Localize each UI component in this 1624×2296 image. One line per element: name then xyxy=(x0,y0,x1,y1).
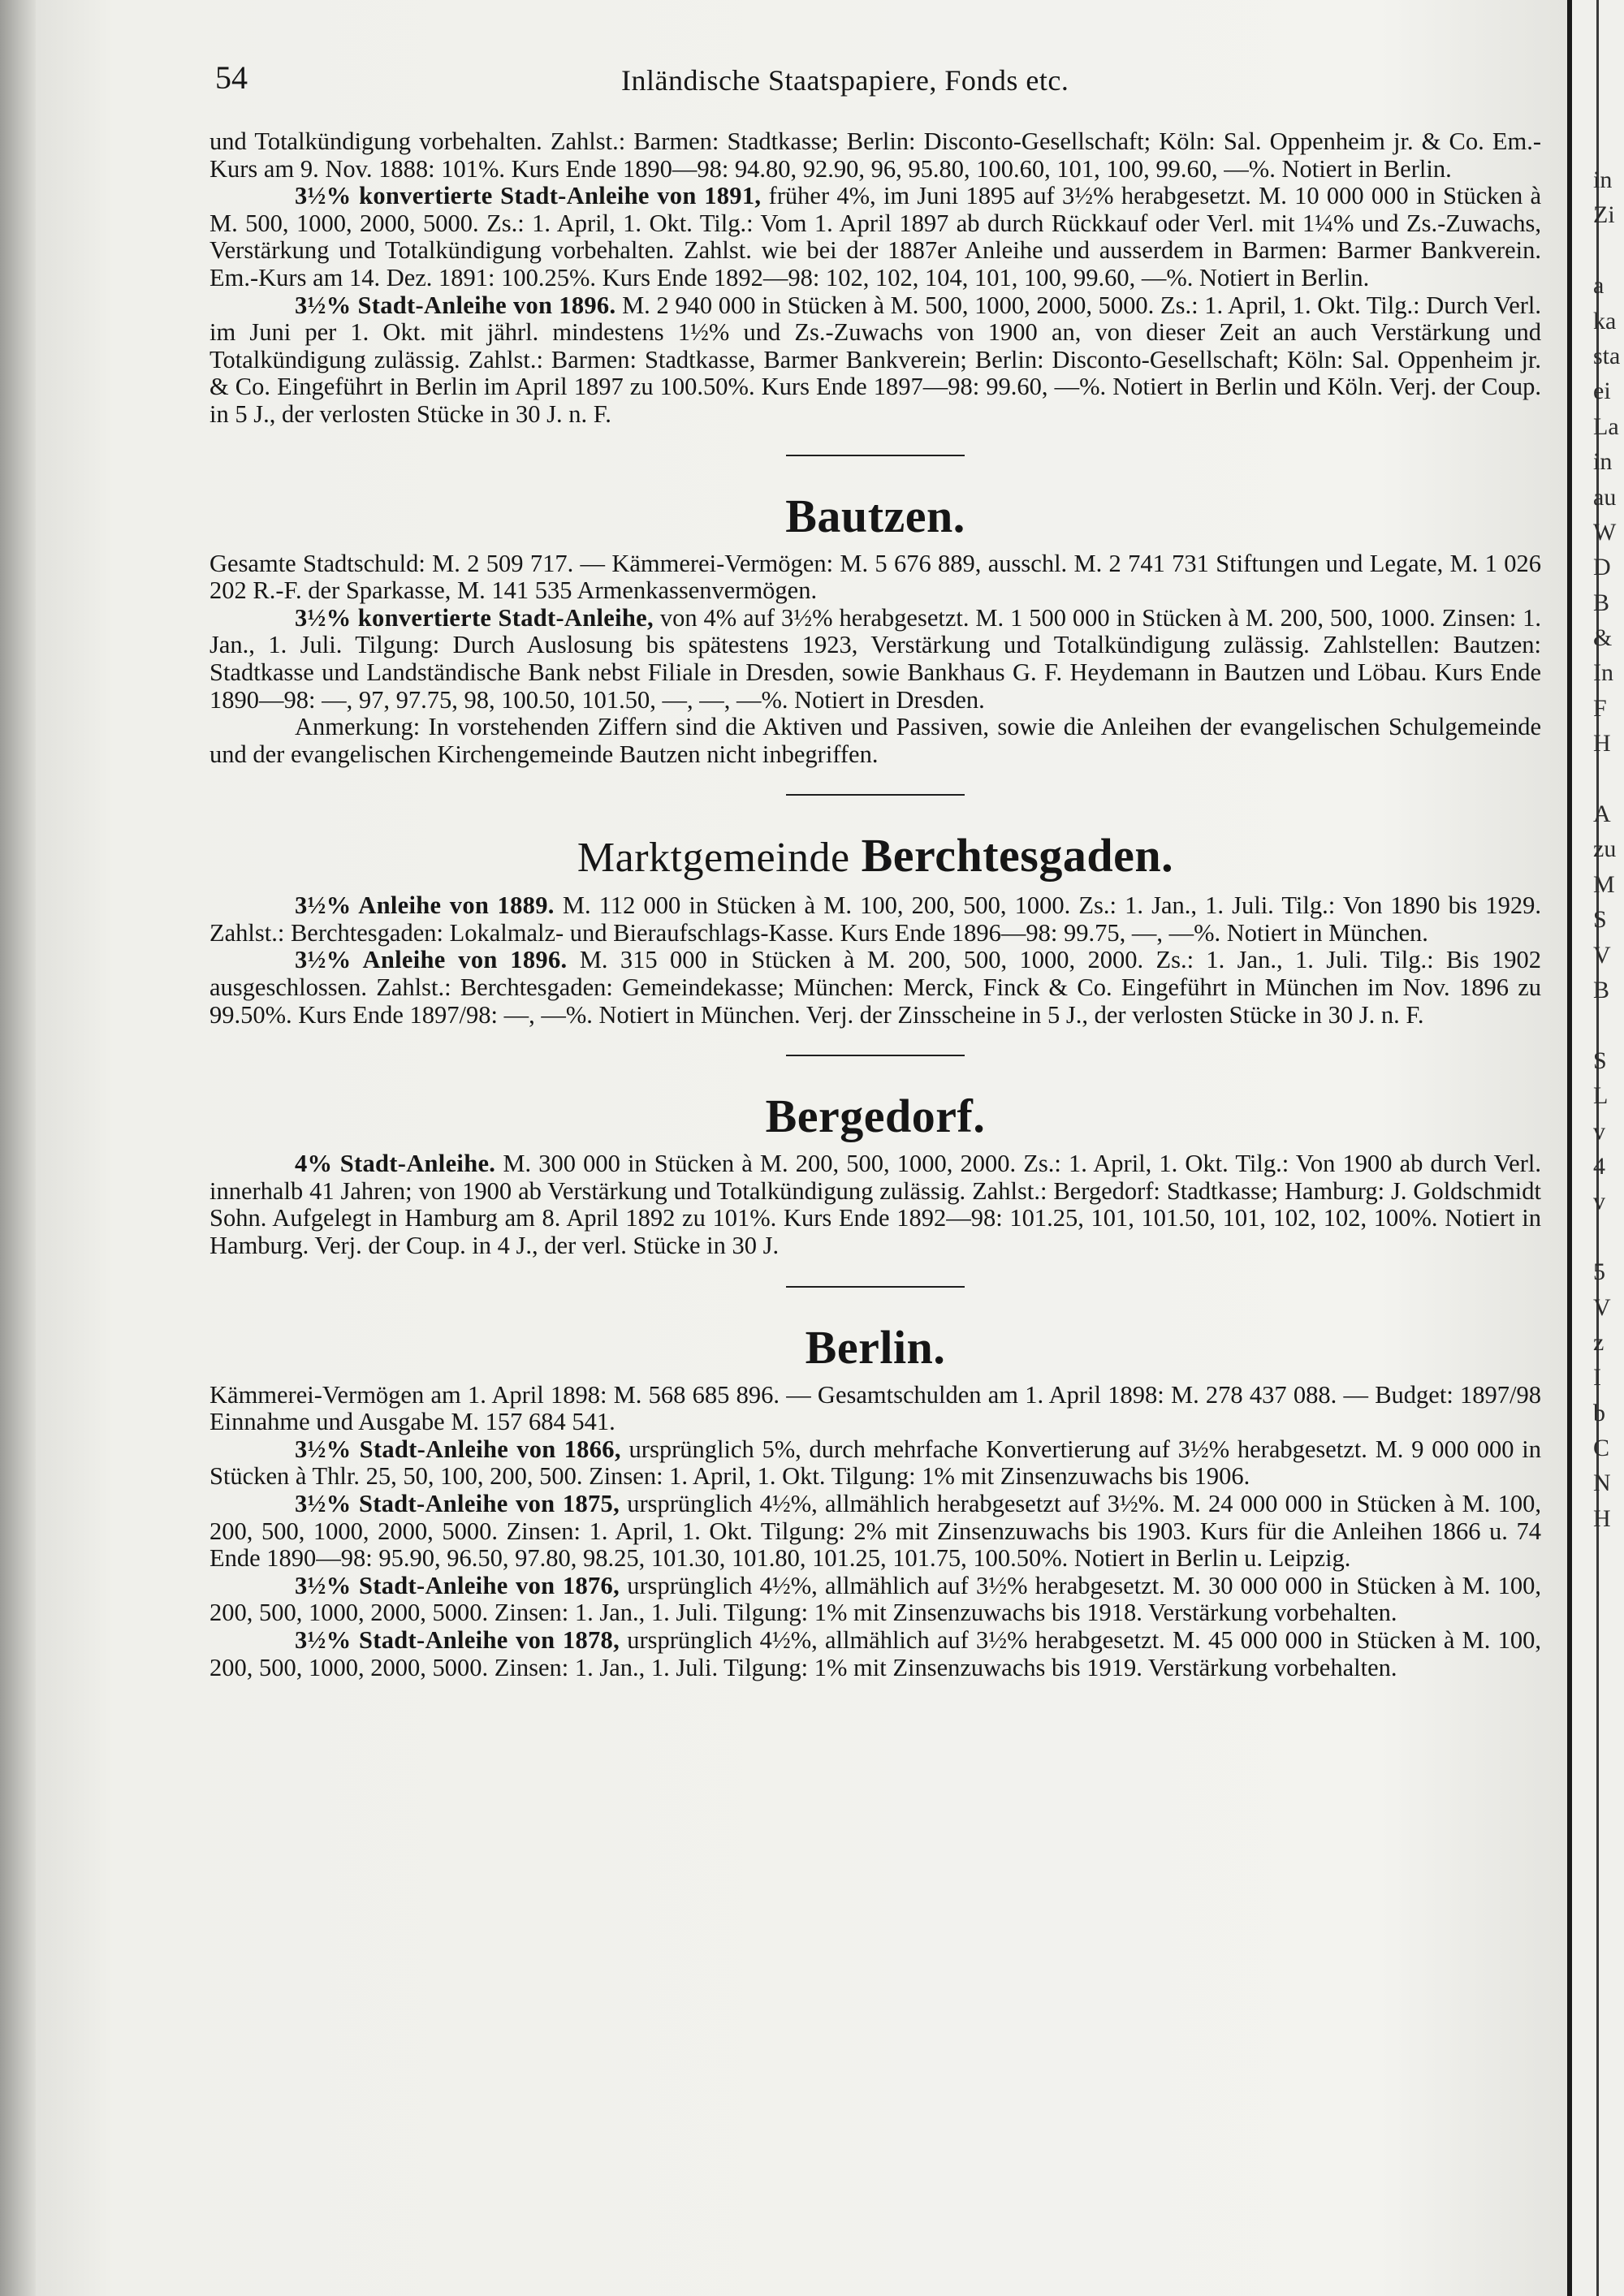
section-divider xyxy=(786,1286,965,1288)
section-bautzen xyxy=(209,489,1541,769)
section-berchtesgaden xyxy=(209,831,1541,1029)
paragraph xyxy=(209,1491,1541,1573)
paragraph xyxy=(209,605,1541,714)
adjacent-page-fragment: W xyxy=(1593,518,1617,546)
adjacent-page-fragment: N xyxy=(1593,1470,1611,1497)
section-divider xyxy=(786,794,965,796)
paragraph xyxy=(209,292,1541,429)
section-divider xyxy=(786,1055,965,1056)
running-title: Inländische Staatspapiere, Fonds etc. xyxy=(621,64,1069,97)
adjacent-page-fragment: ka xyxy=(1593,307,1617,334)
adjacent-page-fragment: in xyxy=(1593,166,1613,193)
adjacent-page-fragment: V xyxy=(1593,941,1611,969)
city-heading-name: Berchtesgaden. xyxy=(861,829,1174,883)
bond-title: 3½% konvertierte Stadt-Anleihe von 1891, xyxy=(295,182,762,210)
adjacent-page-fragment: D xyxy=(1593,554,1611,581)
bond-title: 3½% Anleihe von 1896. xyxy=(295,946,568,974)
section-berlin xyxy=(209,1320,1542,1682)
paragraph: und Totalkündigung vorbehalten. Zahlst.: Barmen: Stadtkasse; Berlin: Disconto-Gesellschaft; Köln: Sal. Oppenheim jr. & Co. Em.-Kurs am 9. Nov. 1888: 101%. Kurs Ende 1890—98: 94.80, 92.90, 96, 95.80, 100.60, 101, 100, 99.60, —%. Notiert in Berlin. xyxy=(209,127,1541,183)
bond-text: von 4% auf 3½% herabgesetzt. M. 1 500 000 in Stücken à M. 200, 500, 1000. Zinsen: 1. Jan., 1. Juli. Tilgung: Durch Auslosung bis spätestens 1923, Verstärkung und Totalkündigung zulässig. Zahlstellen: Bautzen: Stadtkasse und Landständische Bank nebst Filiale in Dresden, sowie Bankhaus G. F. Heydemann in Bautzen und Löbau. Kurs Ende 1890—98: —, 97, 97.75, 98, 100.50, 101.50, —, —, —%. Notiert in Dresden. xyxy=(209,603,1541,714)
page-number: 54 xyxy=(215,59,248,96)
adjacent-page-fragment: a xyxy=(1593,272,1605,300)
bond-title: 4% Stadt-Anleihe. xyxy=(295,1150,496,1178)
bond-text: früher 4%, im Juni 1895 auf 3½% herabgesetzt. M. 10 000 000 in Stücken à M. 500, 1000, 2000, 5000. Zs.: 1. April, 1. Okt. Tilg.: Vom 1. April 1897 ab durch Rückkauf oder Verl. mit 1¼% und Zs.-Zuwachs, Verstärkung und Totalkündigung vorbehalten. Zahlst. wie bei der 1887er Anleihe und ausserdem in Barmen: Barmer Bankverein. Em.-Kurs am 14. Dez. 1891: 100.25%. Kurs Ende 1892—98: 102, 102, 104, 101, 100, 99.60, —%. Notiert in Berlin. xyxy=(209,182,1542,291)
adjacent-page-fragment: L xyxy=(1593,1082,1609,1110)
page-body xyxy=(209,128,1541,1681)
bond-text: ursprünglich 5%, durch mehrfache Konvertierung auf 3½% herabgesetzt. M. 9 000 000 in Stücken à Thlr. 25, 50, 100, 200, 500. Zinsen: 1. April, 1. Okt. Tilgung: 1% mit Zinsenzuwachs bis 1906. xyxy=(209,1435,1542,1491)
adjacent-page-fragment: v xyxy=(1593,1117,1605,1145)
paragraph xyxy=(209,1573,1541,1627)
bond-title: 3½% Stadt-Anleihe von 1878, xyxy=(295,1625,620,1654)
binding-shadow xyxy=(0,0,36,2296)
bond-title: 3½% Anleihe von 1889. xyxy=(295,891,555,920)
bond-text: M. 300 000 in Stücken à M. 200, 500, 1000, 2000. Zs.: 1. April, 1. Okt. Tilg.: Von 1900 ab durch Verl. innerhalb 41 Jahren; von 1900 ab Verstärkung und Totalkündigung zulässig. Zahlst.: Bergedorf: Stadtkasse; Hamburg: J. Goldschmidt Sohn. Aufgelegt in Hamburg am 8. April 1892 zu 101%. Kurs Ende 1892—98: 101.25, 101, 101.50, 101, 102, 102, 100%. Notiert in Hamburg. Verj. der Coup. in 4 J., der verl. Stücke in 30 J. xyxy=(209,1150,1541,1260)
paragraph: Gesamte Stadtschuld: M. 2 509 717. — Kämmerei-Vermögen: M. 5 676 889, ausschl. M. 2 741 731 Stiftungen und Legate, M. 1 026 202 R.-F. der Sparkasse, M. 141 535 Armenkassenvermögen. xyxy=(209,549,1541,605)
paragraph xyxy=(209,183,1541,291)
paragraph xyxy=(209,1150,1541,1259)
adjacent-page-fragment: b xyxy=(1593,1399,1605,1426)
adjacent-page-fragment: B xyxy=(1593,589,1610,616)
city-heading: Bergedorf. xyxy=(765,1090,986,1143)
bond-title: 3½% konvertierte Stadt-Anleihe, xyxy=(295,603,654,632)
adjacent-page-fragment: 4 xyxy=(1593,1152,1605,1180)
adjacent-page-fragment: V xyxy=(1593,1293,1611,1321)
bond-text: ursprünglich 4½%, allmählich auf 3½% herabgesetzt. M. 30 000 000 in Stücken à M. 100, 200, 500, 1000, 2000, 5000. Zinsen: 1. Jan., 1. Juli. Tilgung: 1% mit Zinsenzuwachs bis 1918. Verstärkung vorbehalten. xyxy=(209,1571,1541,1627)
bond-text: ursprünglich 4½%, allmählich auf 3½% herabgesetzt. M. 45 000 000 in Stücken à M. 100, 200, 500, 1000, 2000, 5000. Zinsen: 1. Jan., 1. Juli. Tilgung: 1% mit Zinsenzuwachs bis 1919. Verstärkung vorbehalten. xyxy=(209,1625,1541,1681)
paragraph xyxy=(209,892,1541,947)
paragraph xyxy=(209,1627,1541,1681)
adjacent-page-fragment: sta xyxy=(1593,342,1621,369)
adjacent-page-fragment: C xyxy=(1593,1435,1610,1462)
adjacent-page-fragment: & xyxy=(1593,624,1613,652)
bond-text: M. 315 000 in Stücken à M. 200, 500, 1000, 2000. Zs.: 1. Jan., 1. Juli. Tilg.: Bis 1902 ausgeschlossen. Zahlst.: Berchtesgaden: Gemeindekasse; München: Merck, Finck & Co. Eingeführt in München im Nov. 1896 zu 99.50%. Kurs Ende 1897/98: —, —%. Notiert in München. Verj. der Zinsscheine in 5 J., der verlosten Stücke in 30 J. n. F. xyxy=(209,946,1541,1029)
city-heading: Berlin. xyxy=(805,1320,946,1374)
adjacent-page-fragment: La xyxy=(1593,412,1619,440)
bond-text: M. 112 000 in Stücken à M. 100, 200, 500, 1000. Zs.: 1. Jan., 1. Juli. Tilg.: Von 1890 bis 1929. Zahlst.: Berchtesgaden: Lokalmalz- und Bieraufschlags-Kasse. Kurs Ende 1896—98: 99.75, —, —%. Notiert in München. xyxy=(209,891,1541,947)
paragraph: Anmerkung: In vorstehenden Ziffern sind die Aktiven und Passiven, sowie die Anleihen der evangelischen Schulgemeinde und der evangelischen Kirchengemeinde Bautzen nicht inbegriffen. xyxy=(209,713,1541,768)
paragraph xyxy=(209,1436,1541,1491)
bond-text: M. 2 940 000 in Stücken à M. 500, 1000, 2000, 5000. Zs.: 1. April, 1. Okt. Tilg.: Durch Verl. im Juni per 1. Okt. mit jährl. mindestens 1½% und Zs.-Zuwachs von 1900 an, von dieser Zeit an auch Verstärkung und Totalkündigung zulässig. Zahlst.: Barmen: Stadtkasse, Barmer Bankverein; Berlin: Disconto-Gesellschaft; Köln: Sal. Oppenheim jr. & Co. Eingeführt in Berlin im April 1897 zu 100.50%. Kurs Ende 1897—98: 99.60, —%. Notiert in Berlin und Köln. Verj. der Coup. in 5 J., der verlosten Stücke in 30 J. n. F. xyxy=(209,291,1541,428)
adjacent-page-fragment: A xyxy=(1593,801,1611,828)
bond-title: 3½% Stadt-Anleihe von 1875, xyxy=(295,1490,620,1517)
adjacent-page-fragment: in xyxy=(1593,448,1613,476)
adjacent-page-fragment: S xyxy=(1593,1047,1607,1074)
city-heading: Bautzen. xyxy=(785,489,965,542)
adjacent-page-fragment: I xyxy=(1593,1364,1601,1392)
bond-text: ursprünglich 4½%, allmählich herabgesetzt auf 3½%. M. 24 000 000 in Stücken à M. 100, 200, 500, 1000, 2000, 5000. Zinsen: 1. April, 1. Okt. Tilgung: 2% mit Zinsenzuwachs bis 1903. Kurs für die Anleihen 1866 u. 74 Ende 1890—98: 95.90, 96.50, 97.80, 98.25, 101.30, 101.80, 101.25, 101.75, 100.50%. Notiert in Berlin u. Leipzig. xyxy=(209,1490,1541,1573)
adjacent-page-fragment: H xyxy=(1593,1504,1611,1532)
adjacent-page-fragment xyxy=(1593,233,1622,268)
adjacent-page-fragment xyxy=(1593,1219,1622,1254)
bond-title: 3½% Stadt-Anleihe von 1896. xyxy=(295,291,616,319)
page-header xyxy=(215,58,1563,99)
adjacent-page-fragment: B xyxy=(1593,976,1610,1003)
adjacent-page-fragment: zu xyxy=(1593,835,1617,863)
section-bergedorf xyxy=(209,1092,1541,1259)
adjacent-page-text xyxy=(1593,162,1622,1536)
section-divider xyxy=(786,455,965,456)
section-barmen-continued xyxy=(209,128,1541,429)
adjacent-page-fragment: H xyxy=(1593,730,1611,757)
adjacent-page-fragment: z xyxy=(1593,1328,1605,1356)
city-heading xyxy=(209,831,1541,883)
adjacent-page-fragment: S xyxy=(1593,906,1607,934)
paragraph xyxy=(209,947,1541,1029)
adjacent-page-fragment: 5 xyxy=(1593,1258,1605,1286)
bond-title: 3½% Stadt-Anleihe von 1876, xyxy=(295,1571,620,1599)
adjacent-page-fragment xyxy=(1593,762,1622,796)
city-heading-prefix: Marktgemeinde xyxy=(577,835,850,882)
adjacent-page-fragment: M xyxy=(1593,870,1615,898)
adjacent-page-fragment: v xyxy=(1593,1188,1605,1215)
adjacent-page-fragment xyxy=(1593,1008,1622,1042)
adjacent-page-fragment: ei xyxy=(1593,378,1611,405)
adjacent-page-fragment: In xyxy=(1593,659,1613,687)
bond-title: 3½% Stadt-Anleihe von 1866, xyxy=(295,1435,621,1463)
adjacent-page-fragment: au xyxy=(1593,483,1617,511)
adjacent-page-fragment: F xyxy=(1593,694,1607,722)
adjacent-page-fragment: Zi xyxy=(1593,201,1615,229)
paragraph: Kämmerei-Vermögen am 1. April 1898: M. 568 685 896. — Gesamtschulden am 1. April 1898: M. 278 437 088. — Budget: 1897/98 Einnahme und Ausgabe M. 157 684 541. xyxy=(209,1380,1541,1436)
